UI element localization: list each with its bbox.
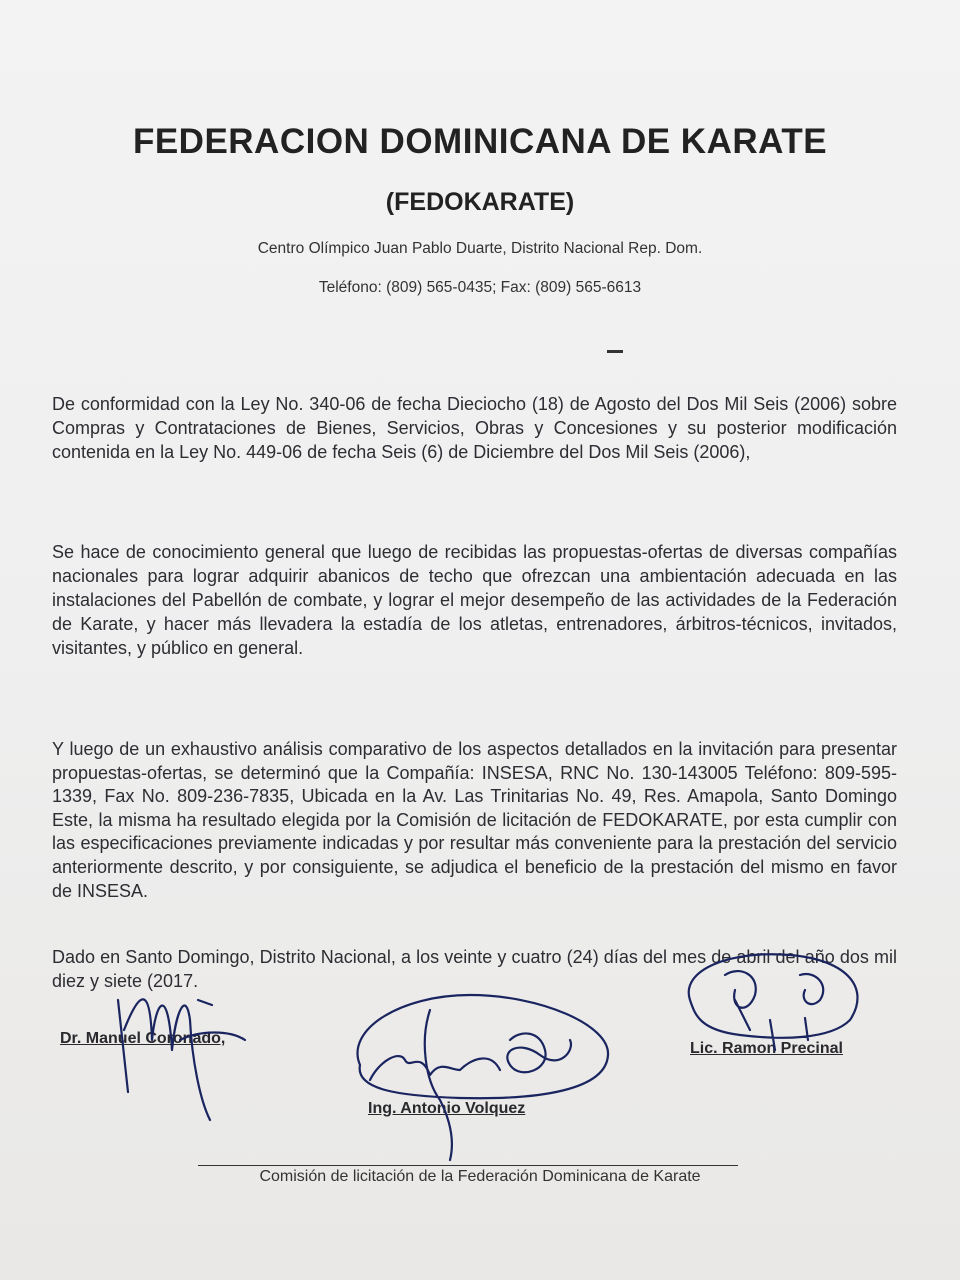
footer-rule xyxy=(198,1165,738,1166)
organization-phones: Teléfono: (809) 565-0435; Fax: (809) 565-6613 xyxy=(318,279,642,296)
body-paragraph-date: Dado en Santo Domingo, Distrito Nacional, a los veinte y cuatro (24) días del mes de abril del año dos mil diez y siete (2017. xyxy=(52,947,897,991)
organization-title: FEDERACION DOMINICANA DE KARATE xyxy=(132,122,828,161)
body-paragraph-notice: Se hace de conocimiento general que luego de recibidas las propuestas-ofertas de diversas compañías nacionales para lograr adquirir abanicos de techo que ofrezcan una ambientación adecuada en las instalaciones del Pabellón de combate, y lograr el mejor desempeño de las actividades de la Federación de Karate, y hacer más llevadera la estadía de los atletas, entrenadores, árbitros-técnicos, invitados, visitantes, y público en general. xyxy=(52,542,897,658)
body-paragraph-award: Y luego de un exhaustivo análisis comparativo de los aspectos detallados en la invitación para presentar propuestas-ofertas, se determinó que la Compañía: INSESA, RNC No. 130-143005 Teléfono: 809-595-1339, Fax No. 809-236-7835, Ubicada en la Av. Las Trinitarias No. 49, Res. Amapola, Santo Domingo Este, la misma ha resultado elegida por la Comisión de licitación de FEDOKARATE, por esta cumplir con las especificaciones previamente indicadas y por resultar más conveniente para la prestación del servicio anteriormente descrito, y por consiguiente, se adjudica el beneficio de la prestación del mismo en favor de INSESA. xyxy=(52,739,897,901)
organization-address: Centro Olímpico Juan Pablo Duarte, Distrito Nacional Rep. Dom. xyxy=(257,240,703,257)
body-paragraph-law: De conformidad con la Ley No. 340-06 de fecha Dieciocho (18) de Agosto del Dos Mil Seis (2006) sobre Compras y Contrataciones de Bienes, Servicios, Obras y Concesiones y su posterior modificación contenida en la Ley No. 449-06 de fecha Seis (6) de Diciembre del Dos Mil Seis (2006), xyxy=(52,394,897,462)
signatory-center-name: Ing. Antonio Volquez xyxy=(368,1100,526,1117)
committee-footer: Comisión de licitación de la Federación Dominicana de Karate xyxy=(259,1168,701,1185)
organization-acronym: (FEDOKARATE) xyxy=(385,188,575,216)
separator-mark xyxy=(607,350,623,353)
signature-center xyxy=(358,995,609,1160)
signatory-right-name: Lic. Ramon Precinal xyxy=(690,1040,843,1057)
signature-left xyxy=(118,999,245,1120)
signatory-left-name: Dr. Manuel Coronado, xyxy=(60,1030,226,1047)
